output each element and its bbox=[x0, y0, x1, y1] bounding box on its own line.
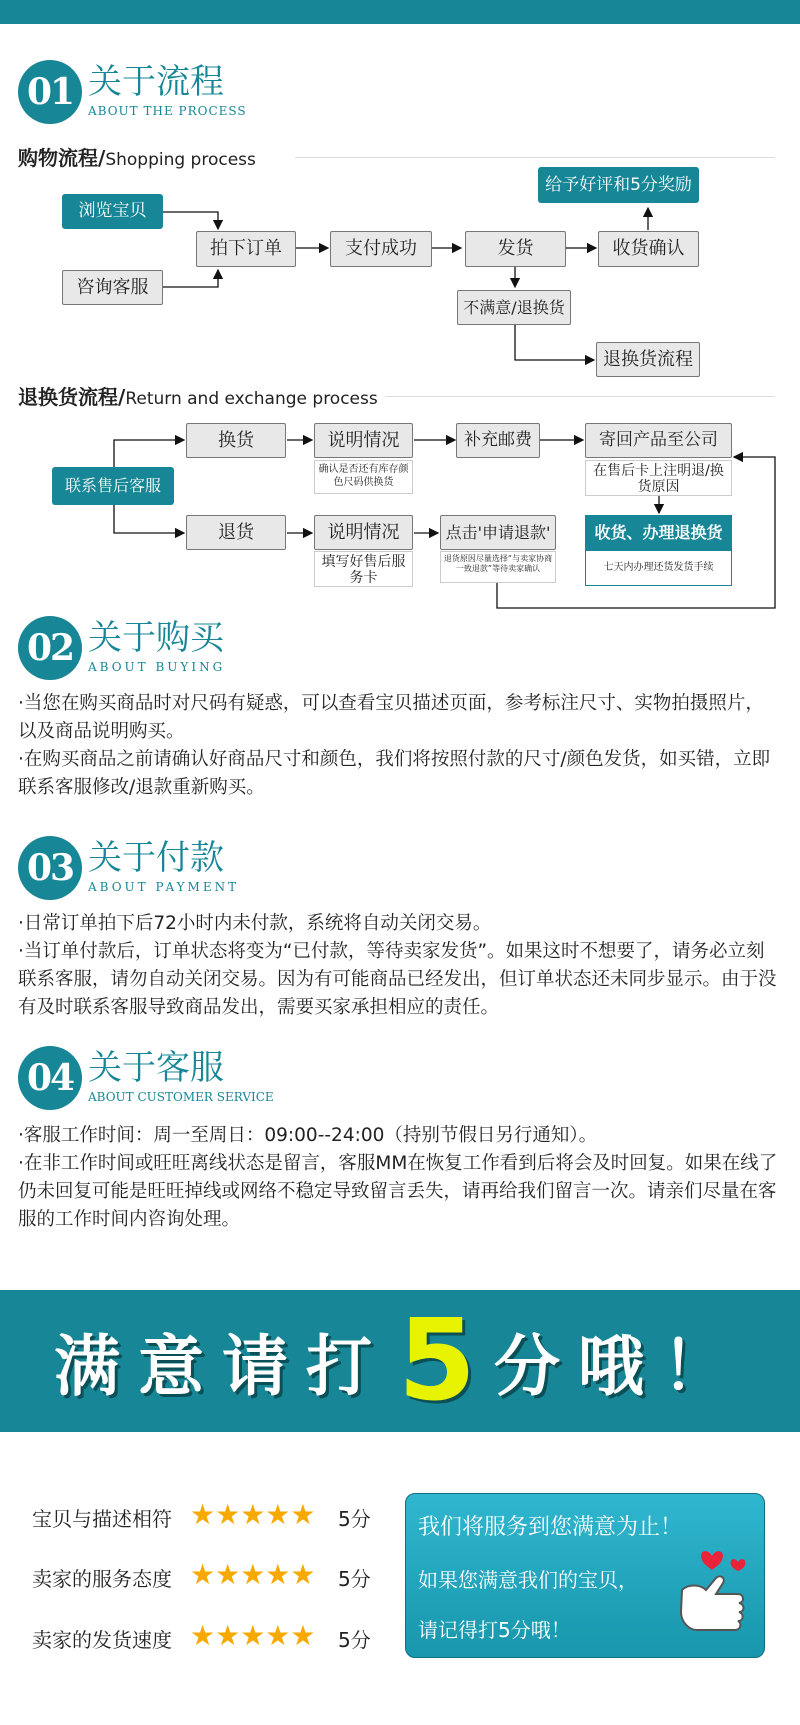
flow-exchange: 换货 bbox=[186, 423, 286, 458]
rating-score: 5分 bbox=[338, 1567, 371, 1591]
rating-label: 卖家的发货速度 bbox=[32, 1628, 172, 1652]
flow-contact-service: 联系售后客服 bbox=[52, 467, 174, 505]
section-subtitle: ABOUT CUSTOMER SERVICE bbox=[88, 1090, 274, 1104]
rating-label: 卖家的服务态度 bbox=[32, 1567, 172, 1591]
flow-paid: 支付成功 bbox=[330, 231, 432, 267]
flow-apply-refund: 点击'申请退款' bbox=[440, 515, 556, 550]
service-text bbox=[18, 1122, 782, 1234]
flow-unsatisfied: 不满意/退换货 bbox=[457, 290, 571, 325]
note-receive: 七天内办理还货发货手续 bbox=[585, 550, 732, 586]
promo-line-1: 我们将服务到您满意为止！ bbox=[418, 1515, 683, 1540]
return-process-heading: 退换货流程/Return and exchange process bbox=[18, 385, 378, 409]
shopping-process-heading: 购物流程/Shopping process bbox=[18, 146, 256, 170]
section-number: 04 bbox=[18, 1046, 82, 1110]
paragraph: ·客服工作时间：周一至周日：09:00--24:00（持别节假日另行通知）。 bbox=[18, 1125, 598, 1146]
divider bbox=[385, 396, 775, 397]
payment-text bbox=[18, 910, 782, 1022]
flow-ship: 发货 bbox=[465, 231, 566, 267]
section-number: 02 bbox=[18, 616, 82, 680]
note-explain-1: 确认是否还有库存颜色尺码供换货 bbox=[314, 460, 413, 494]
section-subtitle: ABOUT BUYING bbox=[88, 660, 226, 674]
section-title: 关于购买 bbox=[88, 618, 224, 658]
flow-consult: 咨询客服 bbox=[62, 270, 163, 305]
flow-receive: 收货、办理退换货 bbox=[585, 515, 732, 550]
section-title: 关于流程 bbox=[88, 62, 224, 102]
rating-score: 5分 bbox=[338, 1507, 371, 1531]
section-title: 关于客服 bbox=[88, 1048, 224, 1088]
paragraph: ·在购买商品之前请确认好商品尺寸和颜色，我们将按照付款的尺寸/颜色发货，如买错，立即联系客服修改/退款重新购买。 bbox=[18, 749, 771, 798]
section-subtitle: ABOUT THE PROCESS bbox=[88, 104, 247, 118]
flow-confirm: 收货确认 bbox=[598, 231, 699, 267]
section-number: 01 bbox=[18, 60, 82, 124]
flow-review: 给予好评和5分奖励 bbox=[538, 167, 699, 203]
flow-order: 拍下订单 bbox=[196, 231, 296, 267]
section-title: 关于付款 bbox=[88, 838, 224, 878]
promo-line-2: 如果您满意我们的宝贝， bbox=[418, 1568, 638, 1592]
paragraph: ·日常订单拍下后72小时内未付款，系统将自动关闭交易。 bbox=[18, 913, 492, 934]
flow-postage: 补充邮费 bbox=[456, 423, 540, 458]
flow-explain-1: 说明情况 bbox=[314, 423, 413, 458]
paragraph: ·当订单付款后，订单状态将变为“已付款，等待卖家发货”。如果这时不想要了，请务必立刻联系客服，请勿自动关闭交易。因为有可能商品已经发出，但订单状态还未同步显示。由于没有及时联系客服导致商品发出，需要买家承担相应的责任。 bbox=[18, 941, 777, 1018]
promo-card bbox=[405, 1493, 765, 1658]
star-rating-icon: ★★★★★ bbox=[190, 1498, 316, 1531]
section-subtitle: ABOUT PAYMENT bbox=[88, 880, 240, 894]
note-apply-refund: 退货原因尽量选择“与卖家协商一致退款”等待卖家确认 bbox=[440, 551, 556, 583]
paragraph: ·当您在购买商品时对尺码有疑惑，可以查看宝贝描述页面，参考标注尺寸、实物拍摄照片，以及商品说明购买。 bbox=[18, 693, 764, 742]
flow-explain-2: 说明情况 bbox=[314, 515, 413, 550]
banner-text: 满意请打5 分哦！ bbox=[54, 1296, 746, 1426]
rating-label: 宝贝与描述相符 bbox=[32, 1507, 172, 1531]
rating-score: 5分 bbox=[338, 1628, 371, 1652]
flow-return: 退换货流程 bbox=[596, 342, 700, 377]
note-send-back: 在售后卡上注明退/换货原因 bbox=[585, 460, 732, 496]
flow-send-back: 寄回产品至公司 bbox=[585, 423, 732, 458]
buying-text bbox=[18, 690, 782, 802]
star-rating-icon: ★★★★★ bbox=[190, 1619, 316, 1652]
paragraph: ·在非工作时间或旺旺离线状态是留言，客服MM在恢复工作看到后将会及时回复。如果在线了仍未回复可能是旺旺掉线或网络不稳定导致留言丢失，请再给我们留言一次。请亲们尽量在客服的工作时间内咨询处理。 bbox=[18, 1153, 778, 1230]
promo-line-3: 请记得打5分哦！ bbox=[418, 1618, 571, 1642]
thumbs-up-hand-icon bbox=[668, 1544, 758, 1649]
banner-five: 5 bbox=[398, 1296, 476, 1426]
note-explain-2: 填写好售后服务卡 bbox=[314, 551, 413, 587]
section-number: 03 bbox=[18, 836, 82, 900]
flow-browse: 浏览宝贝 bbox=[62, 194, 163, 229]
rating-banner bbox=[0, 1290, 800, 1432]
flow-refund: 退货 bbox=[186, 515, 286, 550]
star-rating-icon: ★★★★★ bbox=[190, 1558, 316, 1591]
